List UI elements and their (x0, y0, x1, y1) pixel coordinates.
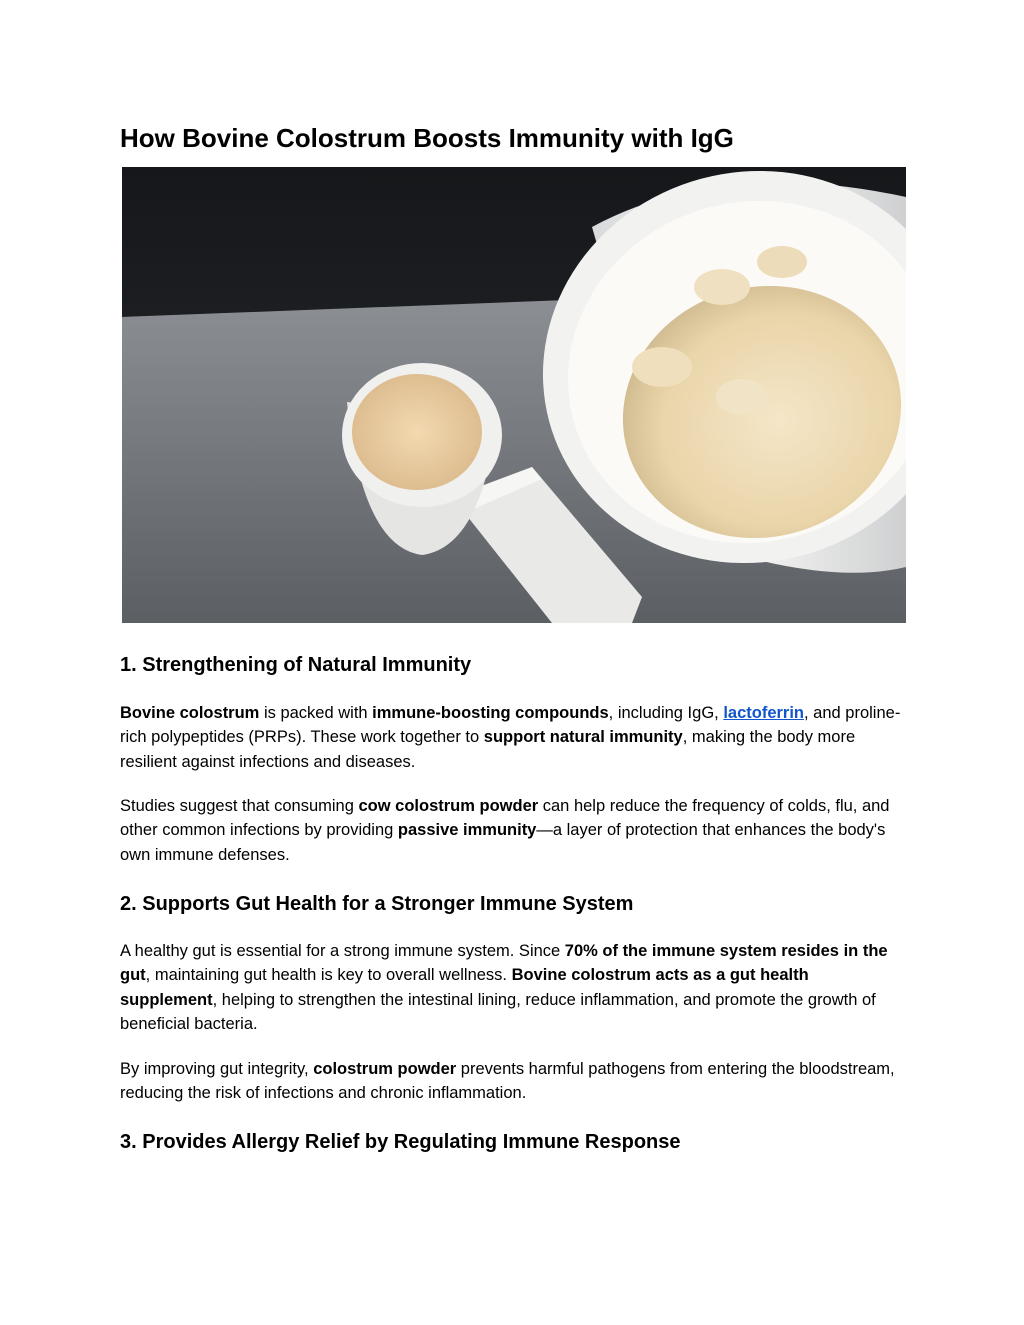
lactoferrin-link[interactable]: lactoferrin (723, 704, 805, 722)
section-1-heading: 1. Strengthening of Natural Immunity (120, 654, 472, 676)
body-text: is packed with (259, 704, 373, 722)
body-text: , and proline-rich polypeptides (PRPs). These work together to (120, 704, 901, 747)
body-text: —a layer of protection that enhances the body's own immune defenses. (120, 821, 886, 864)
body-text: , making the body more resilient against infections and diseases. (120, 728, 856, 771)
body-text: Studies suggest that consuming (120, 797, 359, 815)
section-2-heading: 2. Supports Gut Health for a Stronger Immune System (120, 893, 634, 915)
bold-text: 70% of the immune system resides in the gut (120, 942, 888, 985)
section-1-paragraph-1 (120, 701, 906, 774)
body-text: can help reduce the frequency of colds, flu, and other common infections by providing (120, 797, 890, 840)
body-text: , helping to strengthen the intestinal lining, reduce inflammation, and promote the growth of beneficial bacteria. (120, 990, 876, 1033)
section-1-paragraph-2 (120, 794, 906, 867)
body-text: , including IgG, (608, 704, 724, 722)
bold-text: immune-boosting compounds (372, 704, 609, 722)
bold-text: Bovine colostrum acts as a gut health supplement (120, 966, 809, 1009)
bold-text: Bovine colostrum (120, 704, 260, 722)
section-2-paragraph-2 (120, 1057, 906, 1106)
hero-image (122, 167, 906, 623)
section-2-paragraph-1 (120, 939, 906, 1036)
bold-text: support natural immunity (483, 728, 683, 747)
body-text: prevents harmful pathogens from entering the bloodstream, reducing the risk of infections and chronic inflammation. (120, 1060, 895, 1103)
bold-text: cow colostrum powder (358, 797, 539, 815)
bold-text: colostrum powder (313, 1060, 457, 1078)
colostrum-powder-photo-icon (122, 167, 906, 623)
page-title: How Bovine Colostrum Boosts Immunity with IgG (120, 123, 734, 153)
body-text: By improving gut integrity, (120, 1060, 314, 1078)
bold-text: passive immunity (397, 821, 537, 840)
body-text: , maintaining gut health is key to overall wellness. (145, 966, 512, 985)
section-3-heading: 3. Provides Allergy Relief by Regulating Immune Response (120, 1131, 681, 1153)
body-text: A healthy gut is essential for a strong immune system. Since (120, 942, 565, 960)
